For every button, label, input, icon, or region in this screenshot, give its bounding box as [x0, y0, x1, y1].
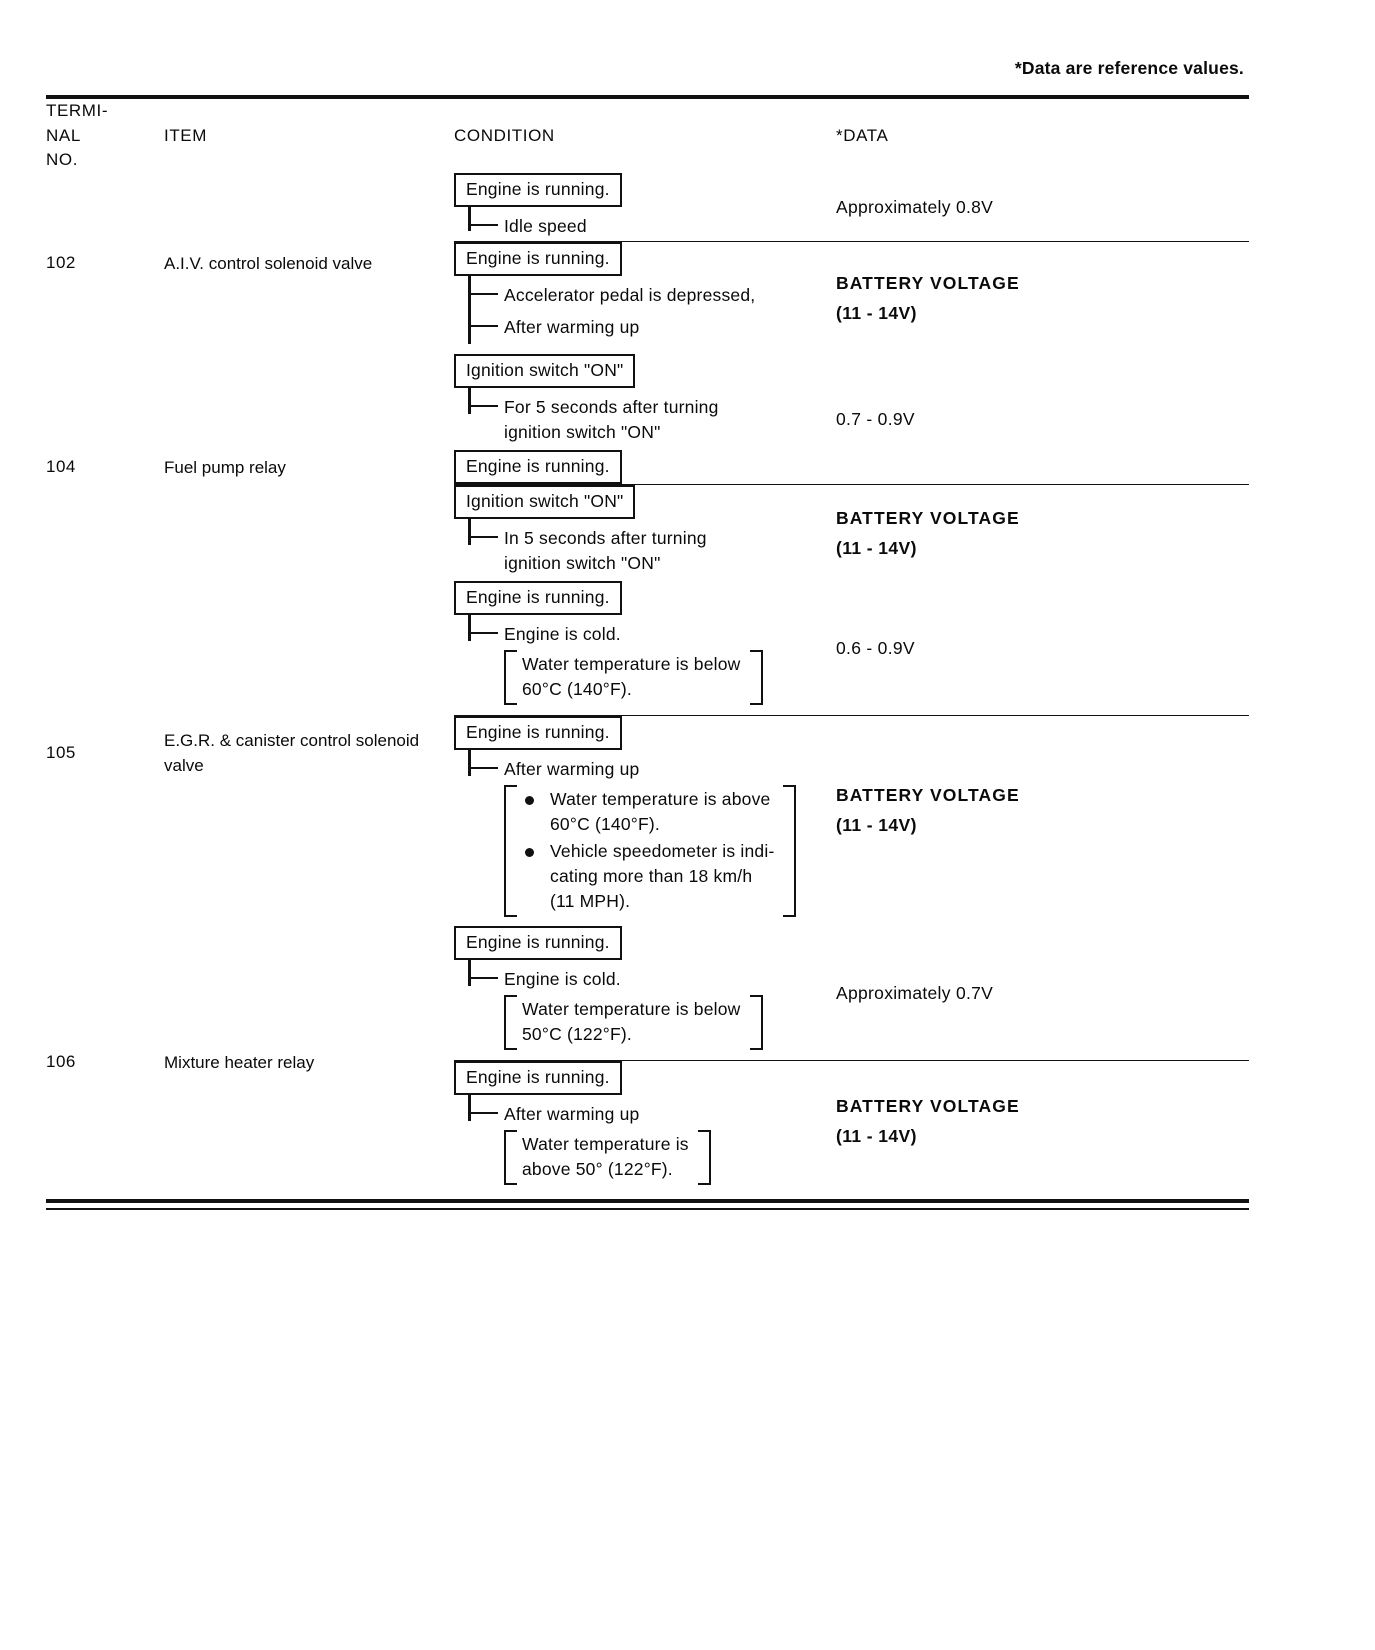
header-item: ITEM [164, 125, 208, 145]
branch-label: Accelerator pedal is depressed, [504, 284, 756, 305]
list-item [522, 839, 774, 915]
branch-tick-icon [468, 405, 498, 408]
bullet-icon [525, 796, 534, 805]
branch-item [504, 388, 836, 445]
branch-label: After warming up [504, 758, 640, 779]
note-line: Vehicle speedometer is indi- [550, 840, 775, 861]
branch-stem [468, 960, 471, 986]
condition-block [454, 581, 836, 715]
note-line: Water temperature is [522, 1133, 689, 1154]
terminal-number: 105 [46, 743, 76, 763]
note-line: (11 MPH). [550, 891, 631, 912]
data-cell [836, 241, 1249, 354]
branch-label: Idle speed [504, 215, 587, 236]
footnote-reference-values: *Data are reference values. [1014, 58, 1244, 78]
data-cell [836, 1060, 1249, 1199]
note-line: Water temperature is below [522, 653, 741, 674]
condition-block [454, 926, 836, 1060]
condition-head-secondary: Engine is running. [454, 450, 622, 484]
data-value-sub: (11 - 14V) [836, 537, 917, 558]
data-value-sub: (11 - 14V) [836, 1126, 917, 1147]
list-item [522, 787, 774, 838]
condition-branches [468, 1095, 836, 1199]
condition-cell [454, 484, 836, 581]
branch-stem [468, 388, 471, 414]
branch-tick-icon [468, 293, 498, 296]
table-bottom-rule [46, 1199, 1249, 1203]
header-terminal-line-3: NO. [46, 150, 79, 170]
condition-branches [468, 207, 836, 241]
branch-item [504, 615, 836, 647]
item-name: E.G.R. & canister control solenoid valve [164, 730, 420, 776]
data-value: BATTERY VOLTAGE [836, 1095, 1020, 1116]
branch-tick-icon [468, 767, 498, 770]
data-value: BATTERY VOLTAGE [836, 507, 1020, 528]
branch-tick-icon [468, 536, 498, 539]
note-line: 50°C (122°F). [522, 1024, 632, 1045]
header-terminal-line-1: TERMI- [46, 101, 109, 120]
condition-block [454, 716, 836, 926]
note-line: 60°C (140°F). [522, 679, 632, 700]
bracketed-note [504, 649, 763, 706]
condition-head: Engine is running. [454, 581, 622, 615]
table [46, 99, 1249, 1199]
condition-cell [454, 354, 836, 485]
branch-stem [468, 615, 471, 641]
branch-label-line2: ignition switch "ON" [504, 421, 661, 442]
data-value: 0.6 - 0.9V [836, 637, 915, 658]
data-cell [836, 354, 1249, 485]
data-cell [836, 715, 1249, 926]
bullet-list [522, 787, 774, 915]
condition-block [454, 354, 836, 484]
terminal-number: 104 [46, 457, 76, 477]
condition-head: Engine is running. [454, 1061, 622, 1095]
data-value-sub: (11 - 14V) [836, 815, 917, 836]
branch-label: In 5 seconds after turning [504, 527, 707, 548]
note-line: Water temperature is below [522, 998, 741, 1019]
condition-block [454, 1061, 836, 1199]
condition-branches [468, 519, 836, 581]
bracketed-note [504, 1129, 711, 1186]
condition-head: Engine is running. [454, 716, 622, 750]
condition-branches [468, 615, 836, 715]
note-line: cating more than 18 km/h [550, 865, 753, 886]
condition-head: Ignition switch "ON" [454, 485, 635, 519]
data-cell [836, 926, 1249, 1061]
branch-label: Engine is cold. [504, 623, 621, 644]
branch-item [504, 519, 836, 576]
note-line: 60°C (140°F). [550, 814, 660, 835]
bracketed-note [504, 994, 763, 1051]
condition-block [454, 485, 836, 581]
branch-tick-icon [468, 977, 498, 980]
branch-item [504, 276, 836, 308]
branch-label: For 5 seconds after turning [504, 396, 719, 417]
condition-branches [468, 388, 836, 448]
condition-head: Engine is running. [454, 926, 622, 960]
condition-cell [454, 926, 836, 1061]
condition-cell [454, 173, 836, 242]
branch-stem [468, 519, 471, 545]
condition-cell [454, 581, 836, 716]
item-name: A.I.V. control solenoid valve [164, 253, 373, 273]
data-cell [836, 173, 1249, 242]
table-header-row [46, 99, 1249, 173]
table-row [46, 173, 1249, 242]
terminal-number: 106 [46, 1052, 76, 1072]
branch-stem [468, 750, 471, 776]
branch-label-line2: ignition switch "ON" [504, 552, 661, 573]
branch-tick-icon [468, 224, 498, 227]
branch-label: Engine is cold. [504, 968, 621, 989]
table-bottom-rule-secondary [46, 1208, 1249, 1210]
data-value-sub: (11 - 14V) [836, 302, 917, 323]
header-condition: CONDITION [454, 125, 555, 145]
note-line: Water temperature is above [550, 788, 771, 809]
data-cell [836, 581, 1249, 716]
header-data: *DATA [836, 125, 889, 145]
data-value: BATTERY VOLTAGE [836, 784, 1020, 805]
branch-item [504, 1095, 836, 1127]
branch-tick-icon [468, 632, 498, 635]
condition-branches [468, 750, 836, 926]
branch-item [504, 308, 836, 340]
branch-item [504, 750, 836, 782]
header-terminal-no [46, 99, 164, 173]
condition-block [454, 242, 836, 354]
terminal-number: 102 [46, 253, 76, 273]
condition-branches [468, 276, 836, 354]
header-terminal-line-2: NAL [46, 125, 81, 145]
branch-stem [468, 1095, 471, 1121]
data-value: BATTERY VOLTAGE [836, 272, 1020, 293]
condition-block [454, 173, 836, 241]
bullet-icon [525, 848, 534, 857]
item-name: Mixture heater relay [164, 1052, 315, 1072]
data-value: 0.7 - 0.9V [836, 408, 915, 429]
item-name: Fuel pump relay [164, 457, 286, 477]
data-value: Approximately 0.7V [836, 982, 994, 1003]
branch-stem [468, 207, 471, 231]
condition-cell [454, 715, 836, 926]
condition-head: Ignition switch "ON" [454, 354, 635, 388]
condition-cell [454, 1060, 836, 1199]
table-row [46, 354, 1249, 485]
branch-stem [468, 276, 471, 344]
bracketed-note [504, 784, 796, 918]
condition-branches [468, 960, 836, 1060]
data-cell [836, 484, 1249, 581]
table-row [46, 581, 1249, 716]
branch-item [504, 960, 836, 992]
branch-label: After warming up [504, 316, 640, 337]
branch-item [504, 207, 836, 239]
note-line: above 50° (122°F). [522, 1159, 673, 1180]
branch-tick-icon [468, 1112, 498, 1115]
condition-cell [454, 241, 836, 354]
branch-tick-icon [468, 325, 498, 328]
condition-head: Engine is running. [454, 242, 622, 276]
table-row [46, 926, 1249, 1061]
condition-head: Engine is running. [454, 173, 622, 207]
branch-label: After warming up [504, 1103, 640, 1124]
terminal-data-table [46, 95, 1249, 1210]
data-value: Approximately 0.8V [836, 196, 994, 217]
